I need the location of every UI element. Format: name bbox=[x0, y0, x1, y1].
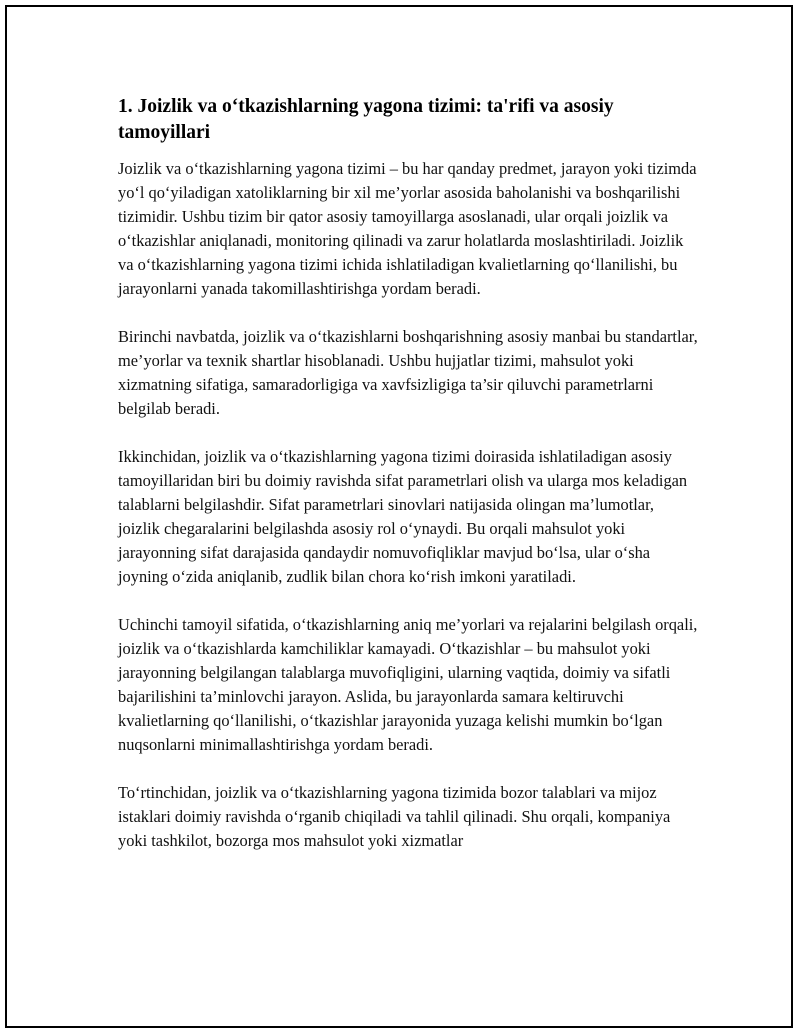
section-heading: 1. Joizlik va o‘tkazishlarning yagona tizimi: ta'rifi va asosiy tamoyillari bbox=[118, 96, 614, 143]
paragraph-1: Joizlik va o‘tkazishlarning yagona tizimi – bu har qanday predmet, jarayon yoki tizimda yo‘l qo‘yiladigan xatoliklarning bir xil me’yorlar asosida baholanishi va boshqarilishi tizimidir. Ushbu tizim bir qator asosiy tamoyillarga asoslanadi, ular orqali joizlik va o‘tkazishlar aniqlanadi, monitoring qilinadi va zarur holatlarda moslashtiriladi. Joizlik va o‘tkazishlarning yagona tizimi ichida ishlatiladigan kvalietlarning qo‘llanilishi, bu jarayonlarni yanada takomillashtirishga yordam beradi. bbox=[118, 159, 697, 299]
paragraph-2: Birinchi navbatda, joizlik va o‘tkazishlarni boshqarishning asosiy manbai bu standartlar, me’yorlar va texnik shartlar hisoblanadi. Ushbu hujjatlar tizimi, mahsulot yoki xizmatning sifatiga, samaradorligiga va xavfsizligiga ta’sir qiluvchi parametrlarni belgilab beradi. bbox=[118, 327, 698, 419]
paragraph-3: Ikkinchidan, joizlik va o‘tkazishlarning yagona tizimi doirasida ishlatiladigan asosiy tamoyillaridan biri bu doimiy ravishda sifat parametrlari olish va ularga mos keladigan talablarni belgilashdir. Sifat parametrlari sinovlari natijasida olingan ma’lumotlar, joizlik chegaralarini belgilashda asosiy rol o‘ynaydi. Bu orqali mahsulot yoki jarayonning sifat darajasida qandaydir nomuvofiqliklar mavjud bo‘lsa, ular o‘sha joyning o‘zida aniqlanib, zudlik bilan chora ko‘rish imkoni yaratiladi. bbox=[118, 446, 688, 587]
paragraph-4: Uchinchi tamoyil sifatida, o‘tkazishlarning aniq me’yorlari va rejalarini belgilash orqali, joizlik va o‘tkazishlarda kamchiliklar kamayadi. O‘tkazishlar – bu mahsulot yoki jarayonning belgilangan talablarga muvofiqligini, ularning vaqtida, doimiy va sifatli bajarilishini ta’minlovchi jarayon. Aslida, bu jarayonlarda samara keltiruvchi kvalietlarning qo‘llanilishi, o‘tkazishlar jarayonida yuzaga kelishi mumkin bo‘lgan nuqsonlarni minimallashtirishga yordam beradi. bbox=[118, 615, 698, 755]
paragraph-5: To‘rtinchidan, joizlik va o‘tkazishlarning yagona tizimida bozor talablari va mijoz istaklari doimiy ravishda o‘rganib chiqiladi va tahlil qilinadi. Shu orqali, kompaniya yoki tashkilot, bozorga mos mahsulot yoki xizmatlar bbox=[118, 783, 671, 851]
document-body bbox=[118, 94, 698, 877]
